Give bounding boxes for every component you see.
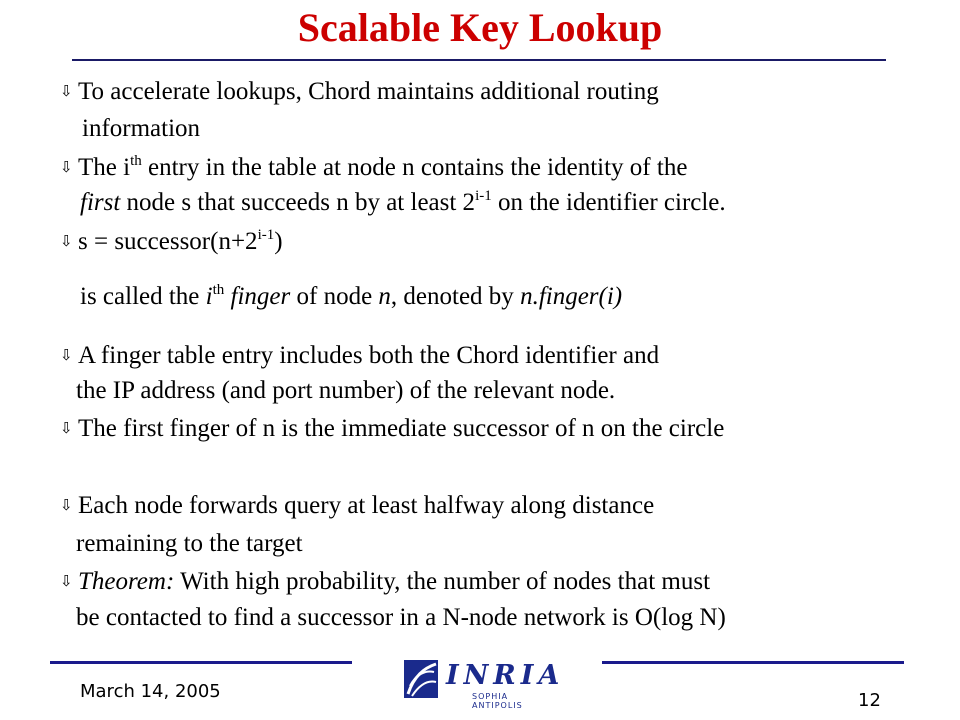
bullet-7-line-2: be contacted to find a successor in a N-node network is O(log N) <box>76 604 726 631</box>
inria-emblem-icon <box>402 656 442 702</box>
footer-rule-left <box>50 661 352 664</box>
footer-date: March 14, 2005 <box>80 681 221 702</box>
bullet-2-line-2: first node s that succeeds n by at least 2$^{i-1}$ on the identifier circle. <box>80 188 726 216</box>
bullet-2-line-1: ⇩ The $i^{th}$ entry in the table at node n contains the identity of the <box>60 153 688 181</box>
bullet-6-line-1: ⇩ Each node forwards query at least halfway along distance <box>60 492 655 519</box>
bullet-4-line-2: the IP address (and port number) of the relevant node. <box>76 377 616 404</box>
arrow-down-icon: ⇩ <box>60 496 73 514</box>
arrow-down-icon: ⇩ <box>60 232 73 250</box>
title-divider <box>72 59 886 61</box>
bullet-3-line-2: is called the $i^{th}$ finger of node n, denoted by n.finger(i) <box>80 282 623 310</box>
bullet-5-line-1: ⇩ The first finger of n is the immediate successor of n on the circle <box>60 415 725 442</box>
bullet-1-line-1: ⇩ To accelerate lookups, Chord maintains additional routing <box>60 78 659 105</box>
arrow-down-icon: ⇩ <box>60 158 73 176</box>
inria-logo <box>402 656 565 710</box>
bullet-3-line-1: ⇩ $s = successor(n+2^{i-1})$ <box>60 227 283 255</box>
logo-wordmark: INRIA <box>446 660 565 691</box>
arrow-down-icon: ⇩ <box>60 82 73 100</box>
page-number: 12 <box>858 690 881 711</box>
bullet-6-line-2: remaining to the target <box>76 530 303 557</box>
footer-rule-right <box>602 661 904 664</box>
logo-subtitle: SOPHIA ANTIPOLIS <box>472 692 523 710</box>
bullet-4-line-1: ⇩ A finger table entry includes both the Chord identifier and <box>60 342 660 369</box>
arrow-down-icon: ⇩ <box>60 346 73 364</box>
arrow-down-icon: ⇩ <box>60 572 73 590</box>
slide-title: Scalable Key Lookup <box>297 5 663 50</box>
arrow-down-icon: ⇩ <box>60 419 73 437</box>
bullet-7-line-1: ⇩ Theorem: With high probability, the number of nodes that must <box>60 568 711 595</box>
bullet-1-line-2: information <box>82 115 201 142</box>
